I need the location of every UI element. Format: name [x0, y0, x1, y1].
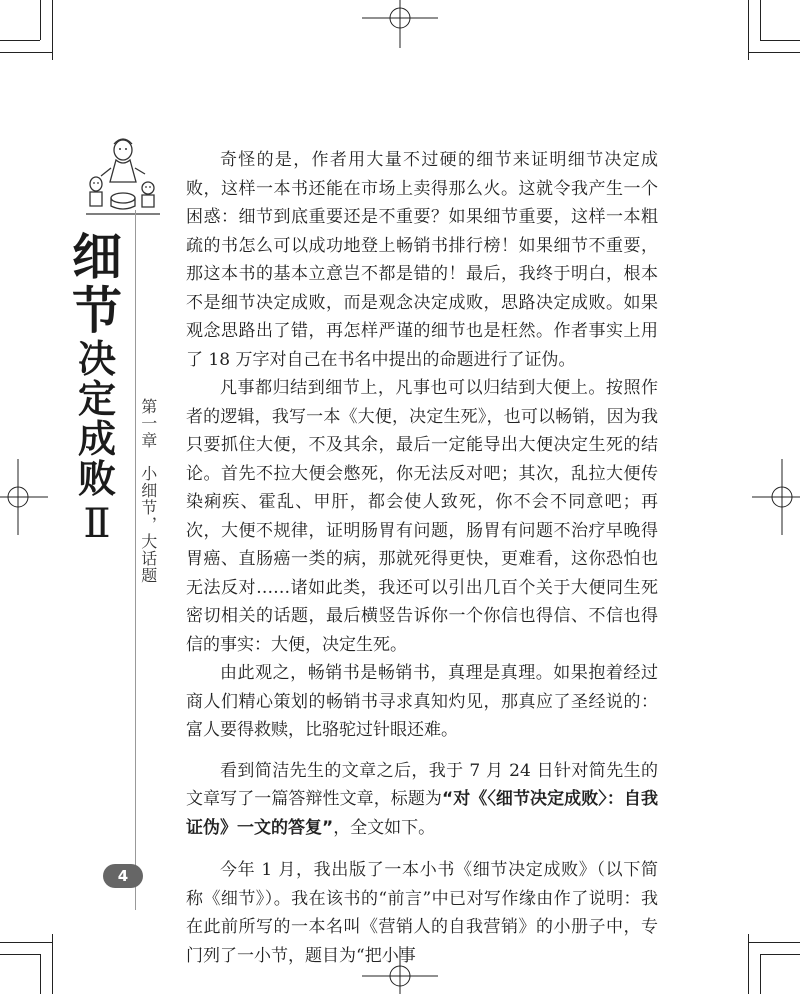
sidebar-rule: [135, 210, 136, 910]
crop-mark: [760, 0, 761, 40]
crop-mark: [0, 954, 40, 955]
paragraph: 今年 1 月，我出版了一本小书《细节决定成败》（以下简称《细节》）。我在该书的“前言”中已对写作缘由作了说明：我在此前所写的一本名叫《营销人的自我营销》的小册子中，专门列了一小节，题目为“把小事: [186, 860, 658, 966]
registration-mark-left: [0, 457, 50, 537]
book-title-char: 败: [77, 457, 116, 501]
cartoon-illustration: [78, 128, 168, 218]
crop-mark: [52, 0, 53, 60]
crop-mark: [0, 40, 40, 41]
book-title: [62, 228, 132, 547]
paragraph-text: ，全文如下。: [333, 817, 436, 838]
crop-mark: [748, 52, 800, 53]
crop-mark: [40, 0, 41, 40]
crop-mark: [760, 954, 800, 955]
page-number: 4: [103, 864, 143, 888]
crop-mark: [40, 954, 41, 994]
volume-number: Ⅱ: [83, 501, 111, 547]
crop-mark: [748, 934, 749, 994]
paragraph-text: 看到简洁先生的文章之后，我于 7 月 24 日针对简先生的文章写了一篇答辩性文章，标题为: [186, 760, 658, 809]
book-title-char: 成: [77, 417, 116, 461]
crop-mark: [748, 0, 749, 60]
paragraph: 凡事都归结到细节上，凡事也可以归结到大便上。按照作者的逻辑，我写一本《大便，决定生死》，也可以畅销，因为我只要抓住大便，不及其余，最后一定能导出大便决定生死的结论。首先不拉大便会憋死，你无法反对吧；其次，乱拉大便传染痢疾、霍乱、甲肝，都会使人致死，你不会不同意吧；再次，大便不规律，证明肠胃有问题，肠胃有问题不治疗早晚得胃癌、直肠癌一类的病，那就死得更快，更难看，这你恐怕也无法反对……诸如此类，我还可以引出几百个关于大便同生死密切相关的话题，最后横竖告诉你一个你信也得信、不信也得信的事实：大便，决定生死。: [186, 378, 658, 655]
chapter-number: 第一章: [138, 398, 158, 449]
paragraph: 由此观之，畅销书是畅销书，真理是真理。如果抱着经过商人们精心策划的畅销书寻求真知灼见，那真应了圣经说的：富人要得救赎，比骆驼过针眼还难。: [186, 663, 658, 740]
book-title-char: 决: [77, 337, 116, 381]
crop-mark: [760, 40, 800, 41]
paragraph: 奇怪的是，作者用大量不过硬的细节来证明细节决定成败，这样一本书还能在市场上卖得那么火。这就令我产生一个困惑：细节到底重要还是不重要？如果细节重要，这样一本粗疏的书怎么可以成功地登上畅销书排行榜！如果细节不重要，那这本书的基本立意岂不都是错的！最后，我终于明白，根本不是细节决定成败，而是观念决定成败，思路决定成败。如果观念思路出了错，再怎样严谨的细节也是枉然。作者事实上用了 18 万字对自己在书名中提出的命题进行了证伪。: [186, 150, 658, 370]
book-title-char: 定: [77, 377, 116, 421]
chapter-heading: [137, 398, 158, 594]
body-text: [186, 146, 658, 970]
crop-mark: [748, 942, 800, 943]
crop-mark: [0, 52, 52, 53]
paragraph: [186, 757, 658, 843]
book-title-char: 节: [72, 282, 122, 340]
chapter-title: 小细节，大话题: [138, 465, 158, 585]
registration-mark-right: [750, 457, 800, 537]
crop-mark: [760, 954, 761, 994]
crop-mark: [52, 934, 53, 994]
article-title: “对《〈细节决定成败〉：自我证伪》一文的答复”: [186, 789, 658, 838]
crop-mark: [0, 942, 52, 943]
registration-mark-top: [360, 0, 440, 50]
book-title-char: 细: [72, 228, 122, 286]
